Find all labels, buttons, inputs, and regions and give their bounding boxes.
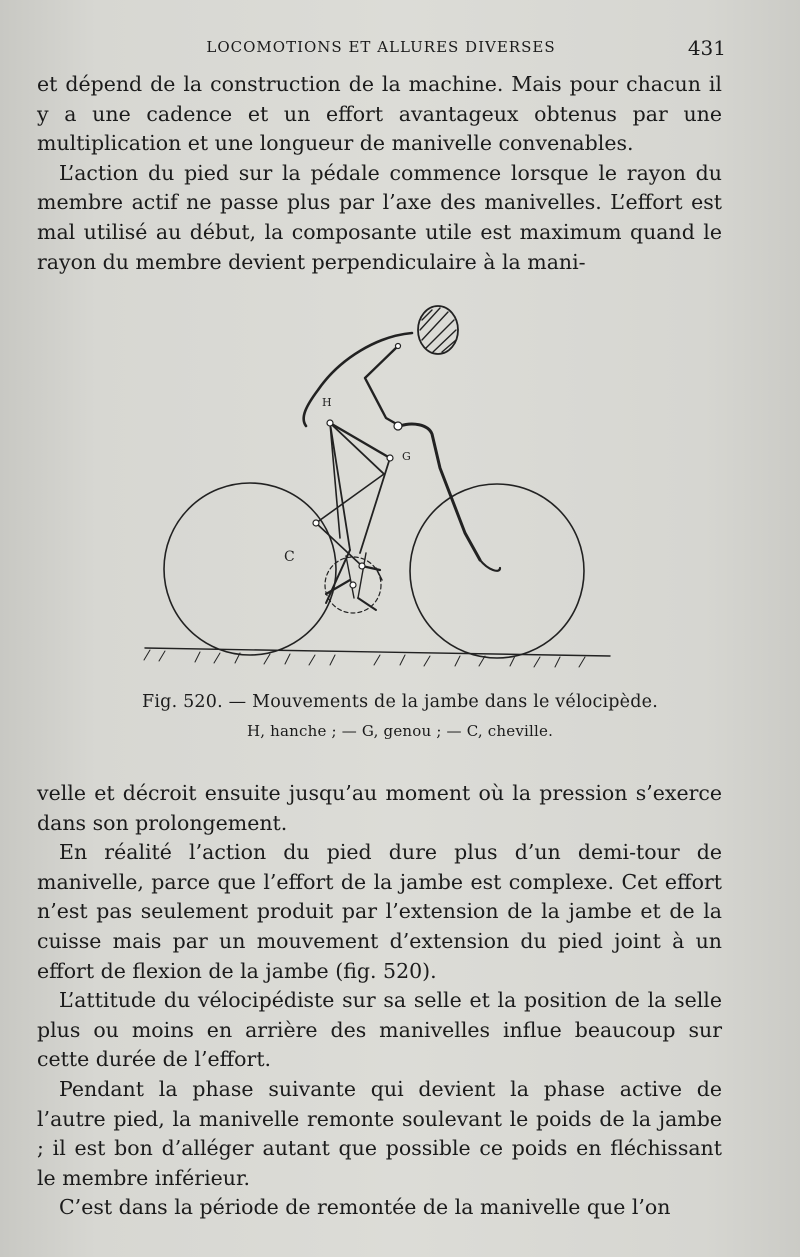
label-knee: G <box>402 450 411 463</box>
paragraph: L’action du pied sur la pédale commence lorsque le rayon du membre actif ne passe plus par l’axe des manivelles. L’effort est mal utilisé au début, la composante utile est maximum quand le rayon du membre devient perpendiculaire à la mani- <box>37 160 722 274</box>
paragraph: velle et décroit ensuite jusqu’au moment où la pression s’exerce dans son prolongement. <box>37 781 722 835</box>
hip-joint <box>327 420 333 426</box>
paragraph: L’attitude du vélocipédiste sur sa selle et la position de la selle plus ou moins en arrière des manivelles influe beaucoup sur cette durée de l’effort. <box>37 988 722 1072</box>
figure-legend-text: H, hanche ; — G, genou ; — C, cheville. <box>246 722 554 740</box>
paragraph: et dépend de la construction de la machine. Mais pour chacun il y a une cadence et un effort avantageux obtenus par une multiplication et une longueur de manivelle convenables. <box>37 72 722 156</box>
figure-caption-text: Fig. 520. — Mouvements de la jambe dans le vélocipède. <box>142 692 658 712</box>
text-block-top <box>37 70 722 277</box>
page-number: 431 <box>687 36 726 60</box>
rear-wheel <box>164 483 336 655</box>
foot-2 <box>326 580 350 594</box>
figure-cyclist <box>140 298 620 678</box>
handlebar <box>400 424 480 560</box>
label-ankle: C <box>284 549 295 565</box>
ground-line <box>145 648 610 656</box>
text-block-bottom <box>37 779 722 1223</box>
knee-joint <box>387 455 393 461</box>
figure-caption <box>80 692 720 712</box>
running-title: LOCOMOTIONS ET ALLURES DIVERSES <box>206 38 556 56</box>
shin-2 <box>316 474 384 523</box>
paragraph: C’est dans la période de remontée de la manivelle que l’on <box>59 1195 671 1220</box>
cyclist-illustration <box>140 298 620 678</box>
figure-legend <box>80 722 720 740</box>
arm <box>365 346 400 426</box>
thigh-1 <box>330 423 390 458</box>
shin-1 <box>360 458 390 553</box>
running-head <box>36 36 726 62</box>
paragraph: En réalité l’action du pied dure plus d’un demi-tour de manivelle, parce que l’effort de la jambe est complexe. Cet effort n’est pas seulement produit par l’extension de la jambe et de la cuisse mais par un mouvement d’extension du pied joint à un effort de flexion de la jambe (fig. 520). <box>37 840 722 983</box>
label-hip: H <box>322 396 332 409</box>
paragraph: Pendant la phase suivante qui devient la phase active de l’autre pied, la manivelle remonte soulevant le poids de la jambe ; il est bon d’alléger autant que possible ce poids en fléchissant le membre inférieur. <box>37 1076 722 1190</box>
